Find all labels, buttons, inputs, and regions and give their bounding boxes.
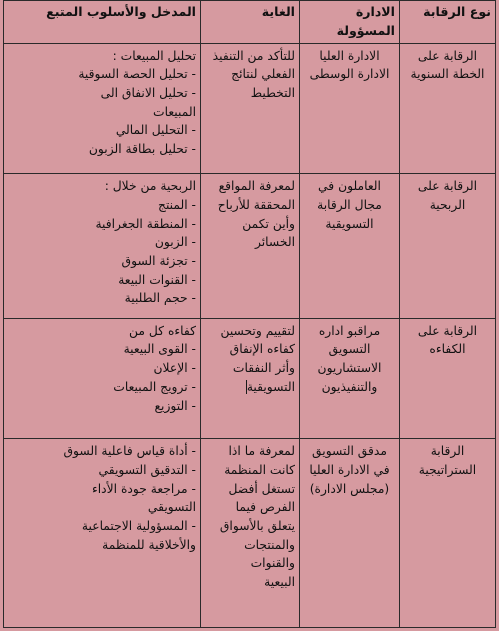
cell-line: - التدقيق التسويقي [98, 462, 196, 477]
cell-line: (مجلس الادارة) [309, 481, 390, 496]
cell-line: - المنتج [158, 197, 196, 212]
cell-line: وأين تكمن [242, 216, 295, 231]
cell-line: وأثر النفقات [232, 361, 295, 376]
cell-line: لمعرفة المواقع [218, 179, 295, 194]
cell-line: الخسائر [254, 235, 295, 250]
cell-method [4, 318, 201, 438]
cell-line: - التوزيع [154, 398, 196, 413]
cell-line: - تحليل بطاقة الزبون [88, 142, 196, 157]
cell-line: - القوى البيعية [123, 342, 196, 357]
table-row [4, 43, 496, 174]
cell-line: المحققة للأرباح [217, 197, 295, 212]
cell-line: للتأكد من التنفيذ [212, 48, 295, 63]
cell-line: الربحية [429, 197, 466, 212]
cell-line: الاستشاريون [317, 361, 382, 376]
cell-goal [201, 174, 300, 319]
cell-department [300, 43, 400, 174]
cell-line: - تجزئة السوق [121, 253, 196, 268]
cell-line: تستغل أفضل [228, 481, 295, 496]
cell-line: - تحليل الانفاق الى [100, 85, 196, 100]
table-row [4, 439, 496, 628]
cell-line: الادارة الوسطى [309, 67, 390, 82]
cell-line: - الإعلان [153, 361, 196, 376]
header-control-type: نوع الرقابة [400, 1, 496, 44]
cell-goal [201, 439, 300, 628]
cell-line: التسويقية [325, 216, 374, 231]
cell-line: الربحية من خلال : [104, 179, 196, 194]
table-row [4, 174, 496, 319]
cell-line: الادارة العليا [319, 48, 380, 63]
cell-line: والتنفيذيون [321, 379, 378, 394]
cell-line: - تحليل الحصة السوقية [78, 67, 196, 82]
cell-line: يتعلق بالأسواق [219, 519, 295, 533]
cell-line: في الادارة العليا [309, 462, 390, 477]
cell-line: - الزبون [154, 235, 196, 250]
header-department: الادارة المسؤولة [300, 1, 400, 44]
cell-line: البيعية [264, 575, 295, 590]
cell-line: - ترويج المبيعات [113, 379, 196, 394]
cell-line: - المسؤولية الاجتماعية [81, 519, 196, 533]
table-row [4, 318, 496, 438]
cell-department [300, 318, 400, 438]
cell-method [4, 43, 201, 174]
cell-line: والأخلاقية للمنظمة [102, 537, 196, 552]
marketing-control-table [3, 0, 496, 628]
header-method: المدخل والأسلوب المتبع [4, 1, 201, 44]
cell-line: العاملون في [318, 179, 381, 194]
cell-line: المبيعات [153, 104, 196, 119]
cell-line: - القنوات البيعة [118, 272, 196, 287]
cell-line: كفاءه الإنفاق [229, 342, 295, 357]
cell-line: الكفاءه [429, 342, 466, 357]
cell-line: - مراجعة جودة الأداء [91, 481, 196, 496]
cell-line: - حجم الطلبية [124, 291, 196, 306]
cell-line: والقنوات [250, 556, 295, 571]
cell-department [300, 174, 400, 319]
cell-line: التسويقي [147, 500, 196, 515]
cell-line: الفعلي لنتائج [231, 67, 295, 82]
table-header-row [4, 1, 496, 44]
cell-control-type [400, 318, 496, 438]
cell-line: التسويق [328, 342, 371, 357]
cell-line: تحليل المبيعات : [112, 48, 196, 63]
cell-line: كفاءه كل من [129, 323, 196, 338]
cell-line: - المنطقة الجغرافية [95, 216, 196, 231]
cell-line: لتقييم وتحسين [220, 323, 295, 338]
cell-line: كانت المنظمة [224, 462, 295, 477]
cell-line: الخطة السنوية [410, 67, 485, 82]
cell-line: التخطيط [250, 85, 295, 100]
cell-line: الرقابة على [417, 48, 478, 63]
cell-line: مجال الرقابة [317, 197, 382, 212]
cell-department [300, 439, 400, 628]
cell-method [4, 439, 201, 628]
cell-control-type [400, 174, 496, 319]
cell-line: الرقابة على [417, 179, 478, 194]
cell-control-type [400, 439, 496, 628]
cell-method [4, 174, 201, 319]
cell-line: الرقابة [430, 444, 465, 459]
cell-goal [201, 43, 300, 174]
cell-goal [201, 318, 300, 438]
cell-line: والمنتجات [244, 537, 295, 552]
cell-line: الفرص فيما [235, 500, 295, 515]
cell-line: الرقابة على [417, 323, 478, 338]
cell-line: مراقبو اداره [318, 323, 381, 338]
cell-line: مدقق التسويق [312, 444, 387, 459]
cell-line-text: التسويقية [246, 379, 295, 394]
cell-line: - التحليل المالي [115, 123, 196, 138]
cell-line: الستراتيجية [418, 462, 477, 477]
cell-line: لمعرفة ما اذا [228, 444, 295, 459]
cell-line: - أداة قياس فاعلية السوق [63, 444, 196, 459]
cell-line-with-cursor [205, 378, 295, 397]
header-goal: الغاية [201, 1, 300, 44]
cell-control-type [400, 43, 496, 174]
